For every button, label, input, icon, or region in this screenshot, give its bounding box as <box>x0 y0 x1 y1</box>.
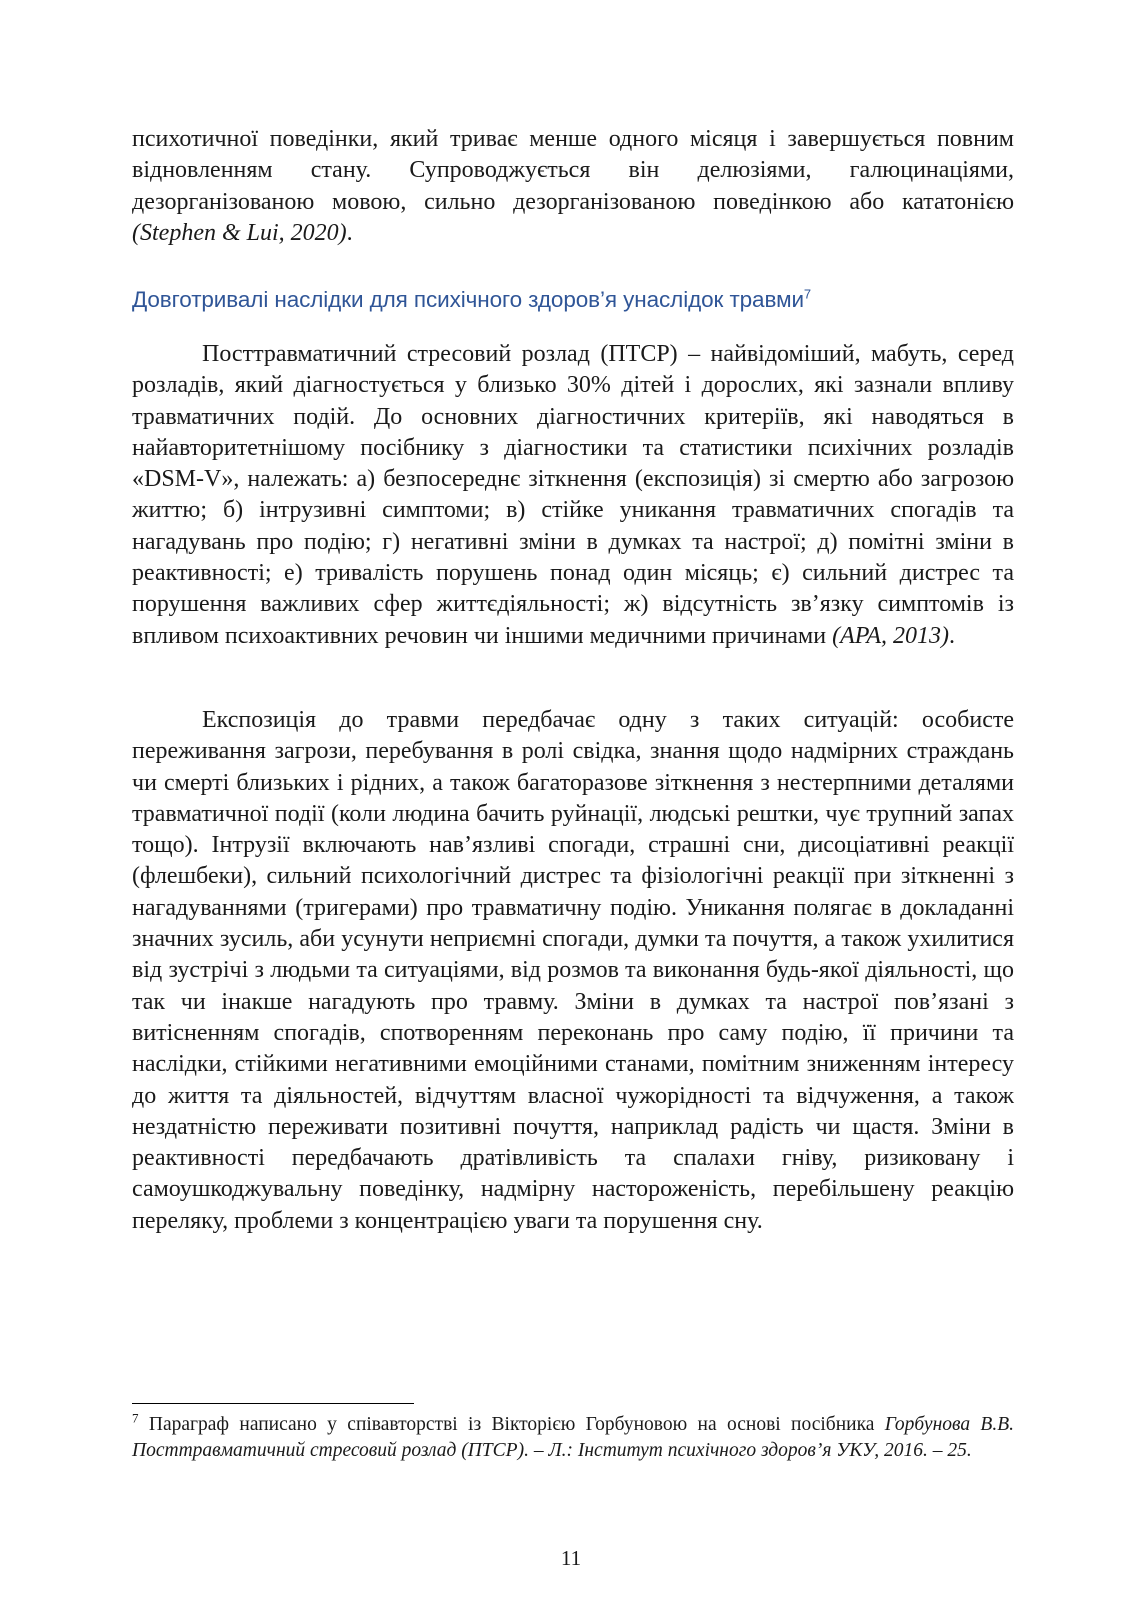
section-heading <box>132 286 1014 314</box>
section-heading-text: Довготривалі наслідки для психічного здоров’я унаслідок травми <box>132 287 804 312</box>
footnote-separator <box>132 1403 414 1404</box>
paragraph2-text: Експозиція до травми передбачає одну з таких ситуацій: особисте переживання загрози, перебування в ролі свідка, знання щодо надмірних страждань чи смерті близьких і рідних, а також багаторазове зіткнення з нестерпними деталями травматичної події (коли людина бачить руйнації, людські рештки, чує трупний запах тощо). Інтрузії включають нав’язливі спогади, страшні сни, дисоціативні реакції (флешбеки), сильний психологічний дистрес та фізіологічні реакції при зіткненні з нагадуваннями (тригерами) про травматичну подію. Уникання полягає в докладанні значних зусиль, аби усунути неприємні спогади, думки та почуття, а також ухилитися від зустрічі з людьми та ситуаціями, від розмов та виконання будь-якої діяльності, що так чи інакше нагадують про травму. Зміни в думках та настрої пов’язані з витісненням спогадів, спотворенням переконань про саму подію, її причини та наслідки, стійкими негативними емоційними станами, помітним зниженням інтересу до життя та діяльностей, відчуттям власної чужорідності та відчуження, а також нездатністю переживати позитивні почуття, наприклад радість чи щастя. Зміни в реактивності передбачають дратівливість та спалахи гніву, ризиковану і самоушкоджувальну поведінку, надмірну настороженість, перебільшену реакцію переляку, проблеми з концентрацією уваги та порушення сну. <box>132 707 1014 1234</box>
continuation-citation: (Stephen & Lui, 2020) <box>132 219 347 246</box>
paragraph1-citation: (APA, 2013) <box>832 622 949 649</box>
footnote-mark: 7 <box>132 1410 139 1426</box>
footnote-reference[interactable]: 7 <box>803 286 812 302</box>
continuation-text: психотичної поведінки, який триває менше одного місяця і завершується повним відновленням стану. Супроводжується він делюзіями, галюцинаціями, дезорганізованою мовою, сильно дезорганізованою поведінкою або кататонією <box>132 126 1014 215</box>
paragraph1-text: Посттравматичний стресовий розлад (ПТСР) – найвідоміший, мабуть, серед розладів, який діагностується у близько 30% дітей і дорослих, які зазнали впливу травматичних подій. До основних діагностичних критеріїв, які наводяться в найавторитетнішому посібнику з діагностики та статистики психічних розладів «DSM-V», належать: а) безпосереднє зіткнення (експозиція) зі смертю або загрозою життю; б) інтрузивні симптоми; в) стійке уникання травматичних спогадів та нагадувань про подію; г) негативні зміни в думках та настрої; д) помітні зміни в реактивності; е) тривалість порушень понад один місяць; є) сильний дистрес та порушення важливих сфер життєдіяльності; ж) відсутність зв’язку симптомів із впливом психоактивних речовин чи іншими медичними причинами <box>132 341 1014 649</box>
continuation-paragraph <box>132 124 1014 249</box>
page-number: 11 <box>560 1546 582 1570</box>
paragraph-trauma-exposure <box>132 705 1014 1237</box>
paragraph-ptsd-criteria <box>132 339 1014 652</box>
footnote <box>132 1412 1014 1464</box>
footnote-citation: Горбунова В.В. Посттравматичний стресовий розлад (ПТСР). – Л.: Інститут психічного здоров’я УКУ, 2016. – 25. <box>132 1414 1015 1461</box>
footnote-text: Параграф написано у співавторстві із Вікторією Горбуновою на основі посібника <box>148 1414 875 1435</box>
continuation-end: . <box>346 219 353 246</box>
paragraph1-end: . <box>948 622 955 649</box>
